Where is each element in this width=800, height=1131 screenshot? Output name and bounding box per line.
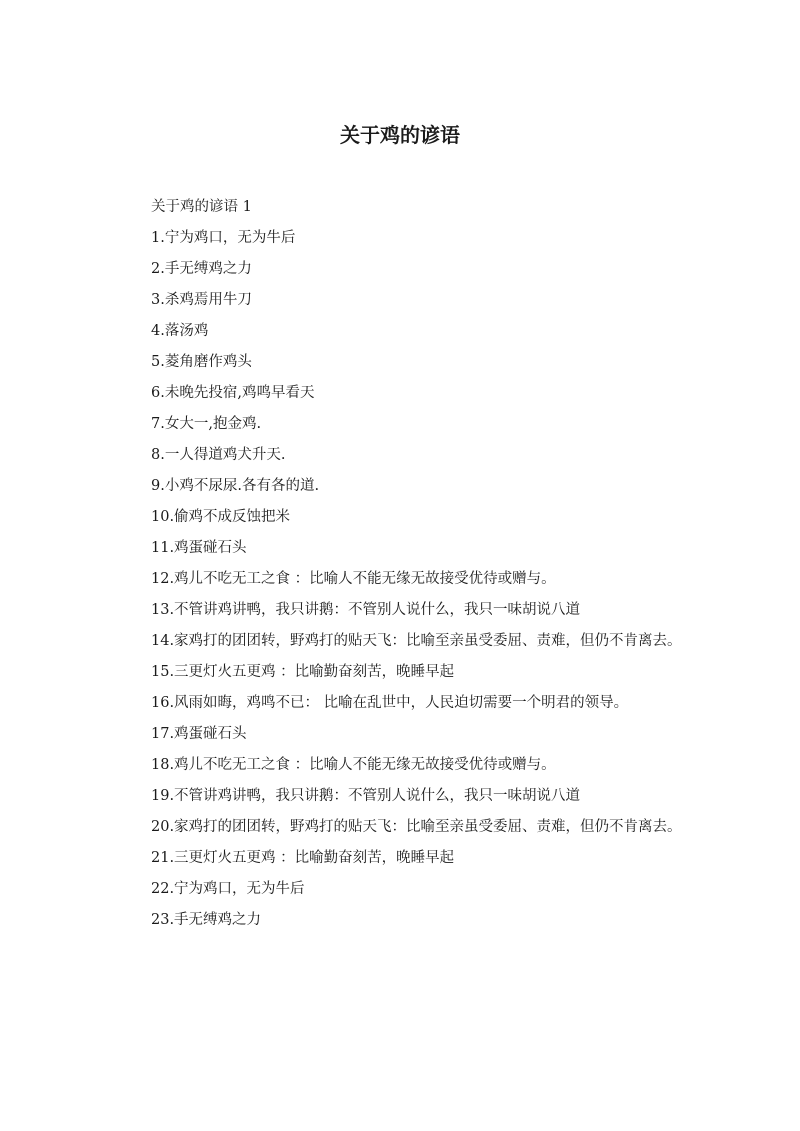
document-title: 关于鸡的谚语 [340, 123, 460, 147]
proverb-item: 16.风雨如晦，鸡鸣不已： 比喻在乱世中，人民迫切需要一个明君的领导。 [151, 695, 629, 711]
proverb-item: 3.杀鸡焉用牛刀 [151, 292, 252, 308]
proverb-item: 11.鸡蛋碰石头 [151, 540, 247, 556]
proverb-item: 18.鸡儿不吃无工之食 ：比喻人不能无缘无故接受优待或赠与。 [151, 757, 556, 773]
paragraph-heading: 关于鸡的谚语 1 [151, 199, 252, 215]
proverb-item: 23.手无缚鸡之力 [151, 912, 262, 928]
proverb-item: 2.手无缚鸡之力 [151, 261, 252, 277]
proverb-item: 1.宁为鸡口，无为牛后 [151, 230, 296, 246]
proverb-item: 21.三更灯火五更鸡 ：比喻勤奋刻苦，晚睡早起 [151, 850, 455, 866]
proverb-item: 15.三更灯火五更鸡 ：比喻勤奋刻苦，晚睡早起 [151, 664, 455, 680]
proverb-item: 14.家鸡打的团团转，野鸡打的贴天飞：比喻至亲虽受委屈、责难，但仍不肯离去。 [151, 633, 682, 649]
proverb-item: 17.鸡蛋碰石头 [151, 726, 247, 742]
proverb-item: 9.小鸡不尿尿.各有各的道. [151, 478, 320, 494]
proverb-item: 4.落汤鸡 [151, 323, 209, 339]
proverb-item: 5.菱角磨作鸡头 [151, 354, 252, 370]
proverb-item: 6.未晚先投宿,鸡鸣早看天 [151, 385, 315, 401]
proverb-item: 7.女大一,抱金鸡. [151, 416, 262, 432]
proverb-item: 8.一人得道鸡犬升天. [151, 447, 286, 463]
proverb-item: 12.鸡儿不吃无工之食 ：比喻人不能无缘无故接受优待或赠与。 [151, 571, 556, 587]
proverb-item: 13.不管讲鸡讲鸭，我只讲鹅：不管别人说什么，我只一味胡说八道 [151, 602, 581, 618]
proverb-item: 10.偷鸡不成反蚀把米 [151, 509, 291, 525]
proverb-item: 22.宁为鸡口，无为牛后 [151, 881, 305, 897]
proverb-item: 19.不管讲鸡讲鸭，我只讲鹅：不管别人说什么，我只一味胡说八道 [151, 788, 581, 804]
document-body [120, 192, 682, 936]
proverb-item: 20.家鸡打的团团转，野鸡打的贴天飞：比喻至亲虽受委屈、责难，但仍不肯离去。 [151, 819, 682, 835]
